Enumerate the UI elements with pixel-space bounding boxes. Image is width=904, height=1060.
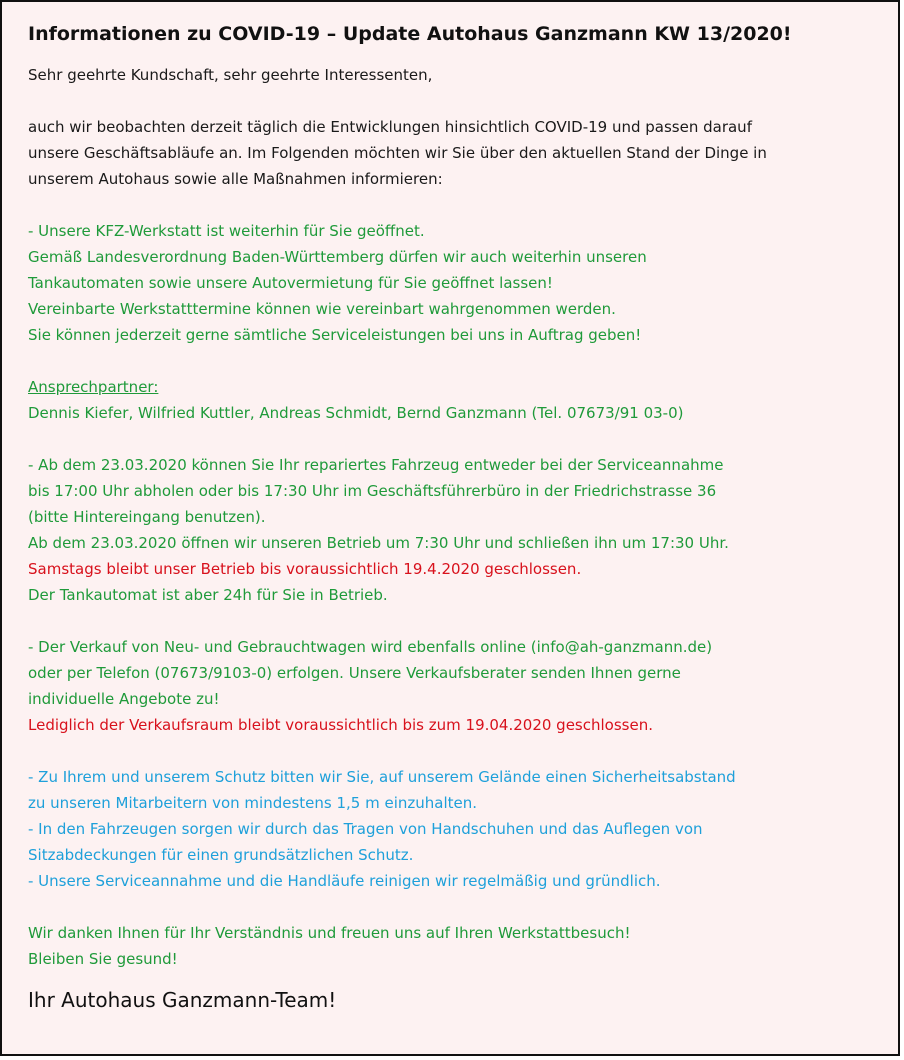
safety-line: - Zu Ihrem und unserem Schutz bitten wir Sie, auf unserem Gelände einen Sicherheitsabstand <box>28 768 736 786</box>
workshop-line: Gemäß Landesverordnung Baden-Württemberg dürfen wir auch weiterhin unseren <box>28 248 647 266</box>
contact-names: Dennis Kiefer, Wilfried Kuttler, Andreas Schmidt, Bernd Ganzmann (Tel. 07673/91 03-0) <box>28 404 684 422</box>
workshop-line: Tankautomaten sowie unsere Autovermietung für Sie geöffnet lassen! <box>28 274 553 292</box>
hours-paragraph <box>28 452 886 608</box>
safety-line: zu unseren Mitarbeitern von mindestens 1,5 m einzuhalten. <box>28 794 478 812</box>
closing-line: Bleiben Sie gesund! <box>28 950 178 968</box>
notice-content <box>28 20 886 1014</box>
intro-line: unserem Autohaus sowie alle Maßnahmen informieren: <box>28 170 443 188</box>
showroom-closed-notice: Lediglich der Verkaufsraum bleibt voraussichtlich bis zum 19.04.2020 geschlossen. <box>28 716 653 734</box>
workshop-line: Sie können jederzeit gerne sämtliche Serviceleistungen bei uns in Auftrag geben! <box>28 326 642 344</box>
safety-line: - Unsere Serviceannahme und die Handläufe reinigen wir regelmäßig und gründlich. <box>28 872 661 890</box>
intro-line: unsere Geschäftsabläufe an. Im Folgenden möchten wir Sie über den aktuellen Stand der Dinge in <box>28 144 767 162</box>
sales-line: individuelle Angebote zu! <box>28 690 220 708</box>
contact-paragraph <box>28 374 886 426</box>
safety-paragraph <box>28 764 886 894</box>
workshop-line: Vereinbarte Werkstatttermine können wie vereinbart wahrgenommen werden. <box>28 300 616 318</box>
sales-paragraph <box>28 634 886 738</box>
closing-paragraph <box>28 920 886 972</box>
intro-line: auch wir beobachten derzeit täglich die Entwicklungen hinsichtlich COVID-19 und passen darauf <box>28 118 752 136</box>
greeting: Sehr geehrte Kundschaft, sehr geehrte Interessenten, <box>28 66 433 84</box>
notice-title: Informationen zu COVID-19 – Update Autohaus Ganzmann KW 13/2020! <box>28 23 792 45</box>
safety-line: Sitzabdeckungen für einen grundsätzlichen Schutz. <box>28 846 414 864</box>
signoff: Ihr Autohaus Ganzmann-Team! <box>28 988 337 1012</box>
fuel-station-notice: Der Tankautomat ist aber 24h für Sie in Betrieb. <box>28 586 388 604</box>
workshop-paragraph <box>28 218 886 348</box>
safety-line: - In den Fahrzeugen sorgen wir durch das Tragen von Handschuhen und das Auflegen von <box>28 820 703 838</box>
workshop-line: - Unsere KFZ-Werkstatt ist weiterhin für Sie geöffnet. <box>28 222 425 240</box>
hours-line: bis 17:00 Uhr abholen oder bis 17:30 Uhr im Geschäftsführerbüro in der Friedrichstrasse 36 <box>28 482 717 500</box>
hours-line: (bitte Hintereingang benutzen). <box>28 508 266 526</box>
intro-paragraph <box>28 114 886 192</box>
saturday-closed-notice: Samstags bleibt unser Betrieb bis voraussichtlich 19.4.2020 geschlossen. <box>28 560 582 578</box>
hours-line: Ab dem 23.03.2020 öffnen wir unseren Betrieb um 7:30 Uhr und schließen ihn um 17:30 Uhr. <box>28 534 729 552</box>
sales-line: - Der Verkauf von Neu- und Gebrauchtwagen wird ebenfalls online (info@ah-ganzmann.de) <box>28 638 713 656</box>
sales-line: oder per Telefon (07673/9103-0) erfolgen. Unsere Verkaufsberater senden Ihnen gerne <box>28 664 681 682</box>
contact-heading: Ansprechpartner: <box>28 378 159 396</box>
closing-line: Wir danken Ihnen für Ihr Verständnis und freuen uns auf Ihren Werkstattbesuch! <box>28 924 631 942</box>
hours-line: - Ab dem 23.03.2020 können Sie Ihr repariertes Fahrzeug entweder bei der Serviceannahme <box>28 456 724 474</box>
